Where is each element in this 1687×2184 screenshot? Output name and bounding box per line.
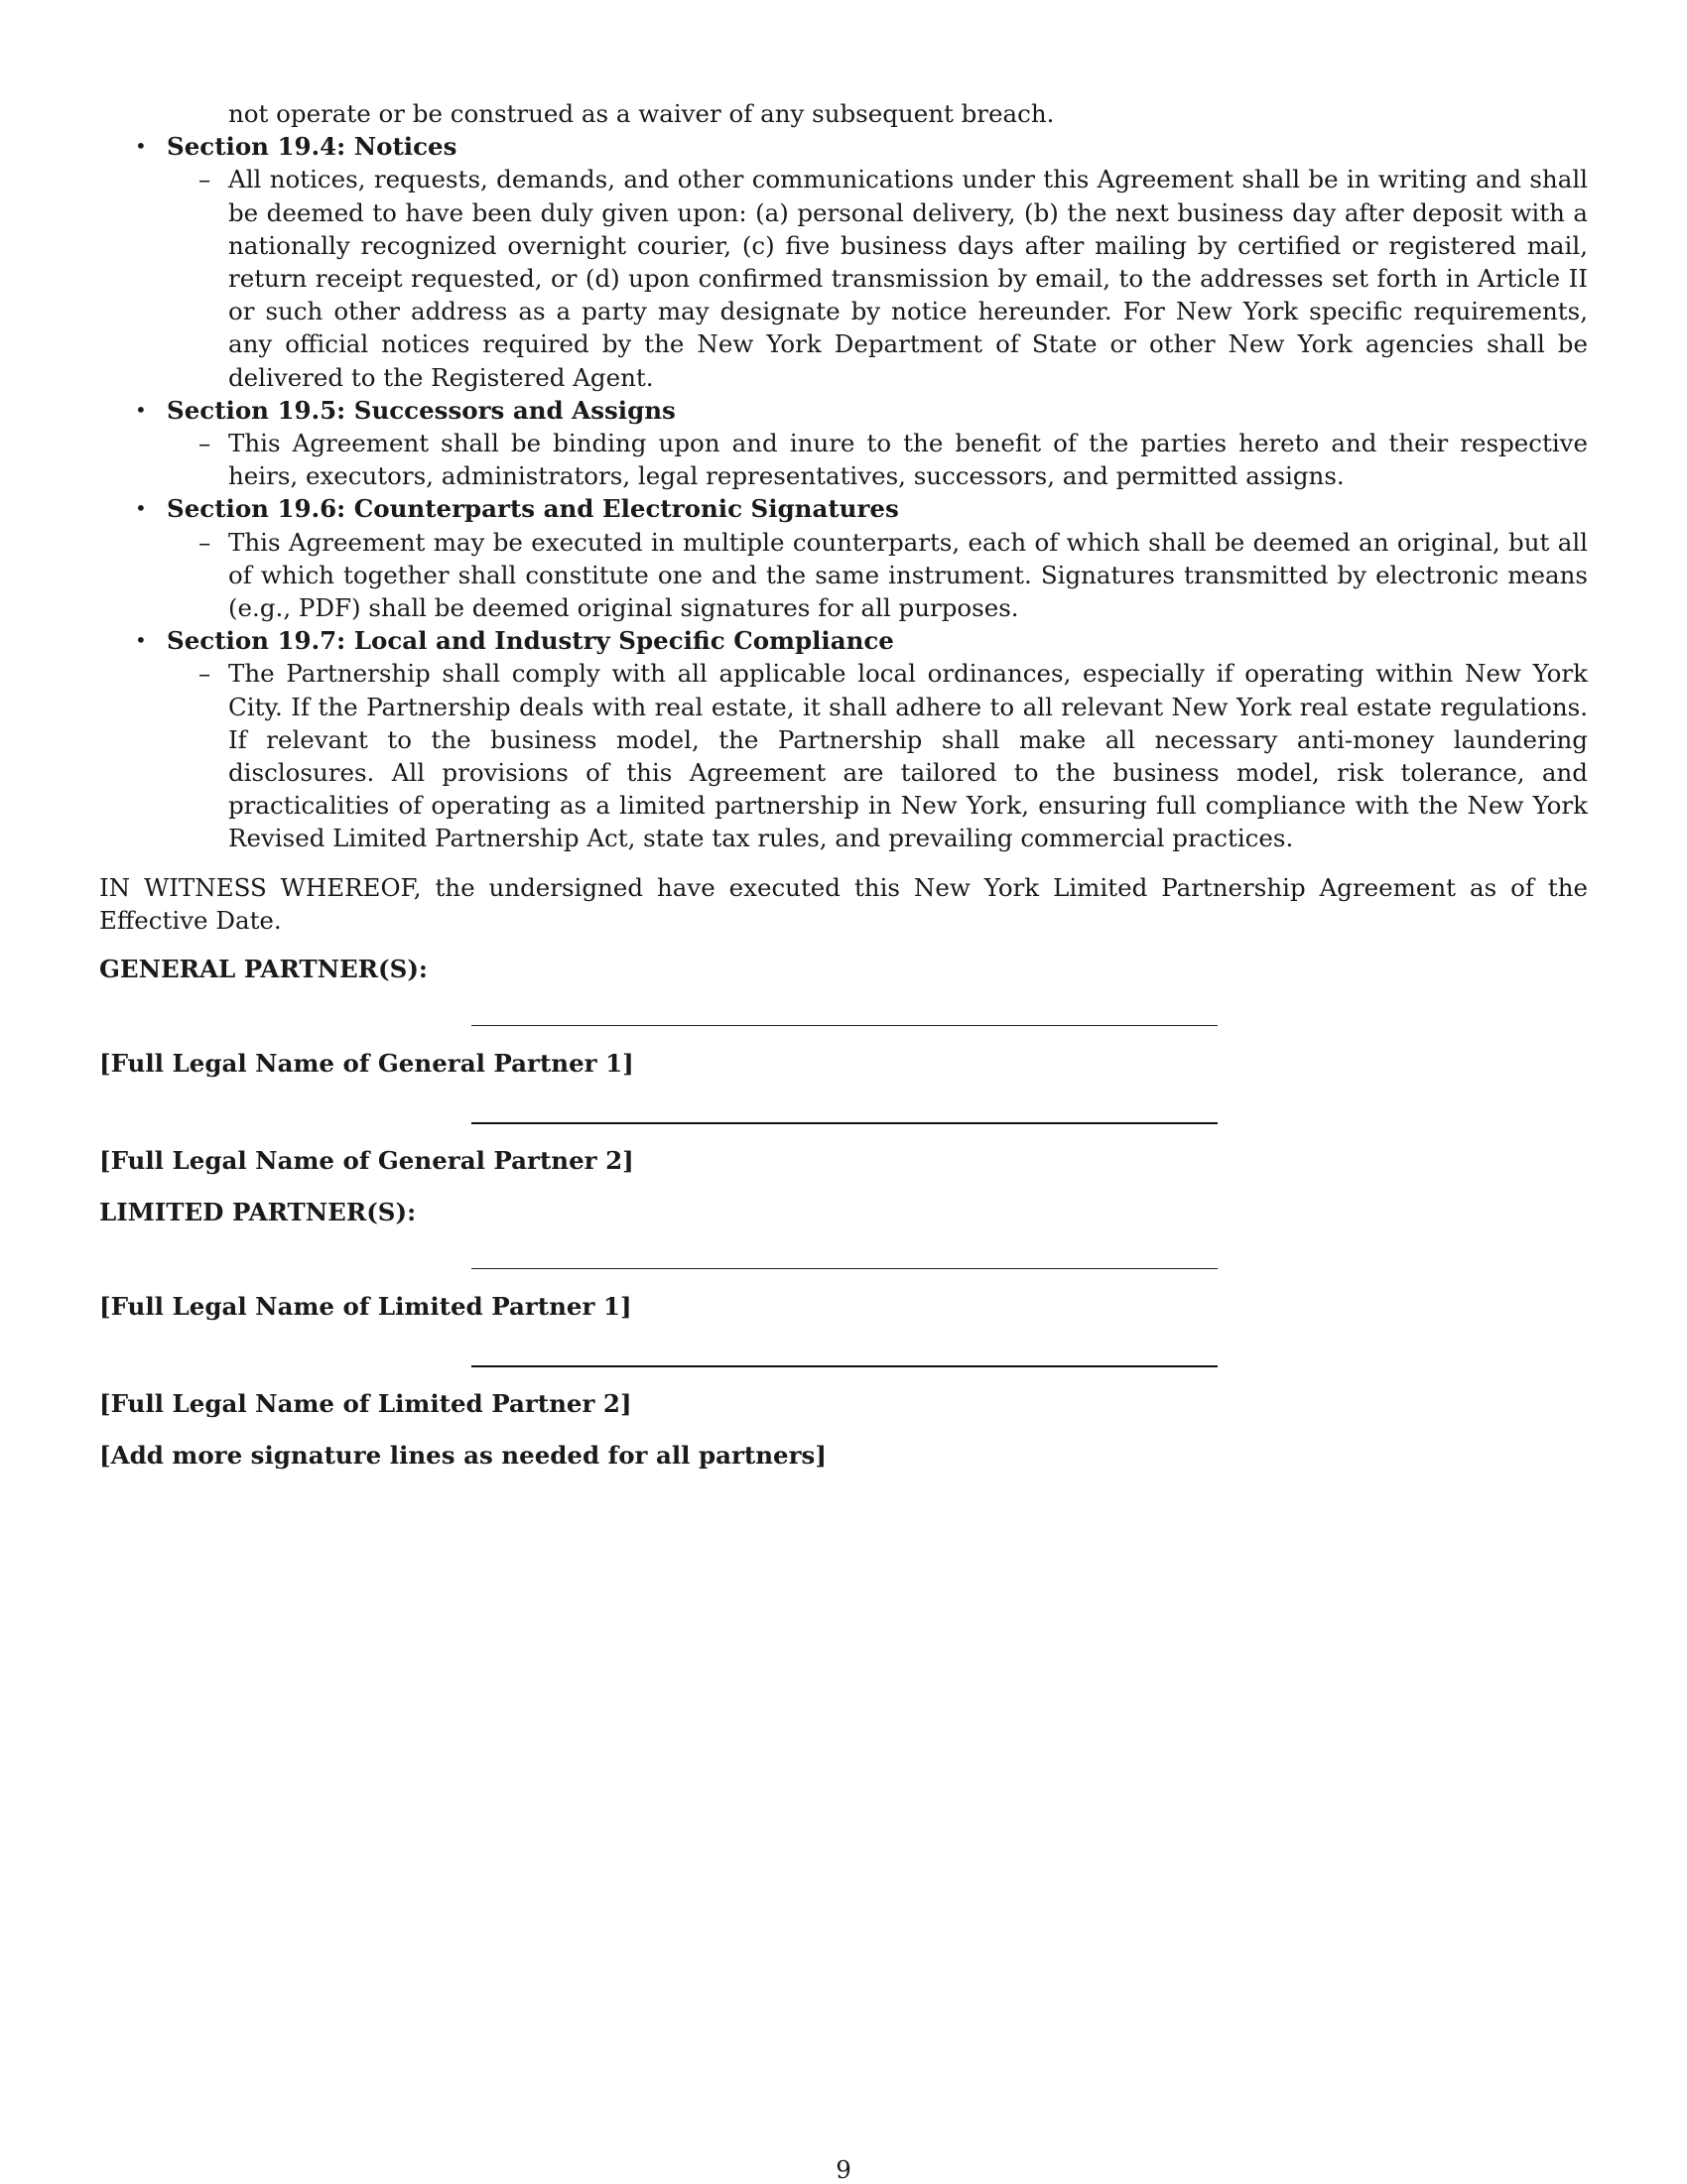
bullet-marker: • [135,496,147,521]
add-more-signatures-note: [Add more signature lines as needed for all partners] [99,1441,827,1471]
section-body-text: The Partnership shall comply with all applicable local ordinances, especially if operating within New York City. If the Partnership deals with real estate, it shall adhere to all relevant New York real estate regulations. If relevant to the business model, the Partnership shall make all necessary anti-money laundering disclosures. All provisions of this Agreement are tailored to the business model, risk tolerance, and practicalities of operating as a limited partnership in New York, ensuring full compliance with the New York Revised Limited Partnership Act, state tax rules, and prevailing commercial practices. [228,659,1588,853]
document-page [99,97,1588,1473]
continuation-text: not operate or be construed as a waiver of any subsequent breach. [228,99,1055,128]
section-title: Section 19.5: Successors and Assigns [167,395,676,425]
signature-line [471,1268,1218,1269]
signatory-name: [Full Legal Name of Limited Partner 1] [99,1292,632,1322]
signature-block-general-partner-1 [99,985,1588,1083]
section-body [198,657,1588,854]
bullet-marker: • [135,628,147,653]
section-successors-assigns [99,394,1588,493]
signature-block-limited-partner-1 [99,1228,1588,1326]
bullet-marker: • [135,397,147,422]
section-counterparts [99,492,1588,624]
limited-partners-heading: LIMITED PARTNER(S): [99,1198,417,1227]
dash-marker: – [198,429,211,458]
section-title: Section 19.4: Notices [167,132,457,162]
section-body-text: This Agreement shall be binding upon and inure to the benefit of the parties hereto and their respective heirs, executors, administrators, legal representatives, successors, and permitted assigns. [228,429,1588,491]
signatory-name: [Full Legal Name of General Partner 2] [99,1146,634,1176]
dash-marker: – [198,659,211,689]
dash-marker: – [198,527,211,557]
section-body [198,427,1588,492]
section-title: Section 19.7: Local and Industry Specific Compliance [167,626,894,656]
signature-block-general-partner-2 [99,1083,1588,1180]
page-number: 9 [836,2155,851,2184]
signature-line [471,1122,1218,1124]
signature-line [471,1025,1218,1026]
section-body-text: All notices, requests, demands, and other communications under this Agreement shall be in writing and shall be deemed to have been duly given upon: (a) personal delivery, (b) the next business day after deposit with a nationally recognized overnight courier, (c) five business days after mailing by certified or registered mail, return receipt requested, or (d) upon confirmed transmission by email, to the addresses set forth in Article II or such other address as a party may designate by notice hereunder. For New York specific requirements, any official notices required by the New York Department of State or other New York agencies shall be delivered to the Registered Agent. [228,165,1588,392]
signature-line [471,1365,1218,1367]
bullet-marker: • [135,134,147,159]
section-local-compliance [99,624,1588,854]
signature-block-limited-partner-2 [99,1326,1588,1423]
signatory-name: [Full Legal Name of Limited Partner 2] [99,1389,632,1419]
signatory-name: [Full Legal Name of General Partner 1] [99,1049,634,1079]
section-title: Section 19.6: Counterparts and Electronic Signatures [167,494,899,524]
dash-marker: – [198,165,211,194]
general-partners-heading: GENERAL PARTNER(S): [99,955,428,984]
section-body [198,163,1588,393]
section-body [198,526,1588,625]
section-notices [99,130,1588,394]
section-body-text: This Agreement may be executed in multiple counterparts, each of which shall be deemed an original, but all of which together shall constitute one and the same instrument. Signatures transmitted by electronic means (e.g., PDF) shall be deemed original signatures for all purposes. [228,527,1588,623]
witness-clause: IN WITNESS WHEREOF, the undersigned have executed this New York Limited Partnership Agreement as of the Effective Date. [99,872,1588,935]
